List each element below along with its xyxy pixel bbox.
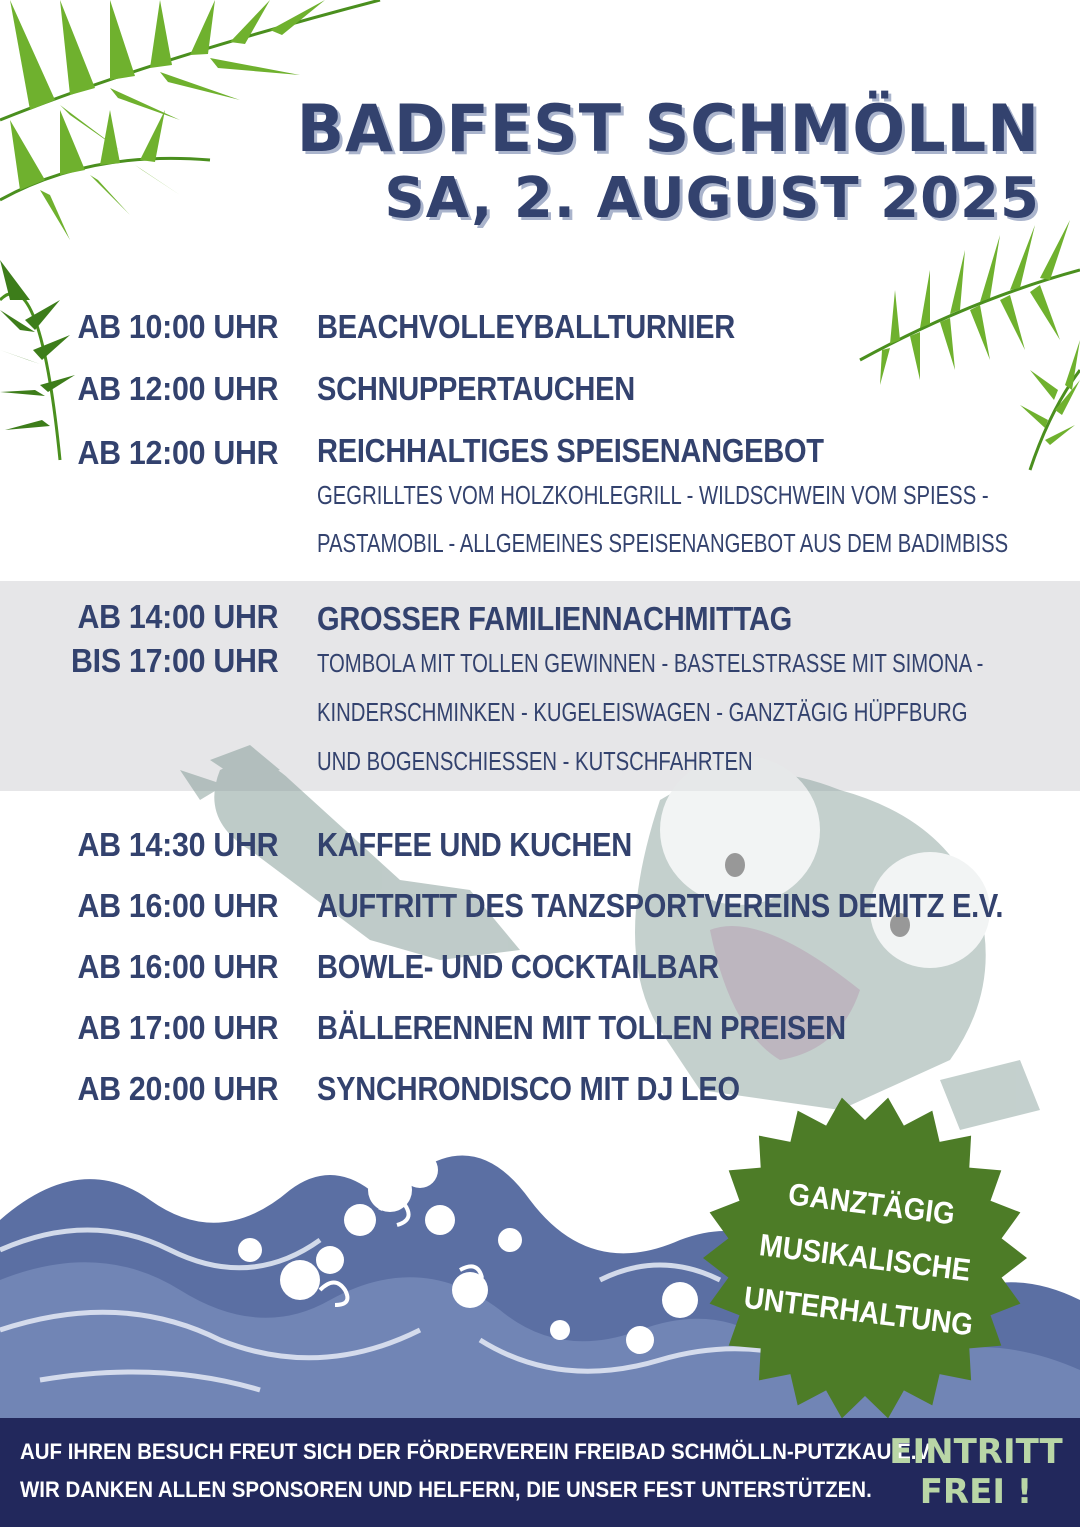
footer-sponsors-line: WIR DANKEN ALLEN SPONSOREN UND HELFERN, DIE UNSER FEST UNTERSTÜTZEN.	[20, 1477, 872, 1502]
badge-line: UNTERHALTUNG	[741, 1279, 975, 1343]
schedule-time: AB 16:00 UHR	[77, 948, 278, 985]
footer-thanks-line: AUF IHREN BESUCH FREUT SICH DER FÖRDERVEREIN FREIBAD SCHMÖLLN-PUTZKAU E.V.	[20, 1439, 934, 1464]
badge-line: MUSIKALISCHE	[757, 1227, 973, 1288]
schedule-event: REICHHALTIGES SPEISENANGEBOT	[317, 432, 824, 469]
schedule-detail: KINDERSCHMINKEN - KUGELEISWAGEN - GANZTÄGIG HÜPFBURG	[317, 697, 968, 727]
schedule-event: KAFFEE UND KUCHEN	[317, 826, 632, 863]
admission-line: EINTRITT	[889, 1432, 1063, 1472]
schedule-time: AB 17:00 UHR	[77, 1009, 278, 1046]
schedule-detail: PASTAMOBIL - ALLGEMEINES SPEISENANGEBOT AUS DEM BADIMBISS	[317, 528, 1009, 558]
footer-bar	[0, 1418, 1080, 1527]
badge-line: GANZTÄGIG	[786, 1176, 957, 1232]
schedule-event: BOWLE- UND COCKTAILBAR	[317, 948, 719, 985]
schedule-event: BÄLLERENNEN MIT TOLLEN PREISEN	[317, 1009, 846, 1046]
schedule-time: AB 16:00 UHR	[77, 887, 278, 924]
schedule-time: AB 10:00 UHR	[77, 308, 278, 345]
admission-label	[886, 1432, 1066, 1512]
schedule-time: AB 12:00 UHR	[77, 434, 278, 471]
schedule-event: GROSSER FAMILIENNACHMITTAG	[317, 600, 792, 637]
schedule-time: AB 14:30 UHR	[77, 826, 278, 863]
music-badge	[681, 1074, 1049, 1442]
schedule-detail: TOMBOLA MIT TOLLEN GEWINNEN - BASTELSTRASSE MIT SIMONA -	[317, 648, 984, 678]
schedule-time: AB 12:00 UHR	[77, 370, 278, 407]
schedule-event: SCHNUPPERTAUCHEN	[317, 370, 635, 407]
page-title: BADFEST SCHMÖLLN	[296, 90, 1040, 167]
palm-leaf-icon	[850, 210, 1080, 480]
event-date: SA, 2. AUGUST 2025	[384, 166, 1040, 231]
schedule-event: BEACHVOLLEYBALLTURNIER	[317, 308, 735, 345]
schedule-time: AB 20:00 UHR	[77, 1070, 278, 1107]
schedule-detail: GEGRILLTES VOM HOLZKOHLEGRILL - WILDSCHWEIN VOM SPIESS -	[317, 480, 989, 510]
schedule-event: AUFTRITT DES TANZSPORTVEREINS DEMITZ E.V.	[317, 887, 1004, 924]
schedule-detail: UND BOGENSCHIESSEN - KUTSCHFAHRTEN	[317, 746, 753, 776]
admission-line: FREI !	[919, 1472, 1033, 1512]
schedule-event: SYNCHRONDISCO MIT DJ LEO	[317, 1070, 740, 1107]
schedule-time: AB 14:00 UHR	[77, 598, 278, 635]
schedule-time-end: BIS 17:00 UHR	[70, 642, 278, 679]
